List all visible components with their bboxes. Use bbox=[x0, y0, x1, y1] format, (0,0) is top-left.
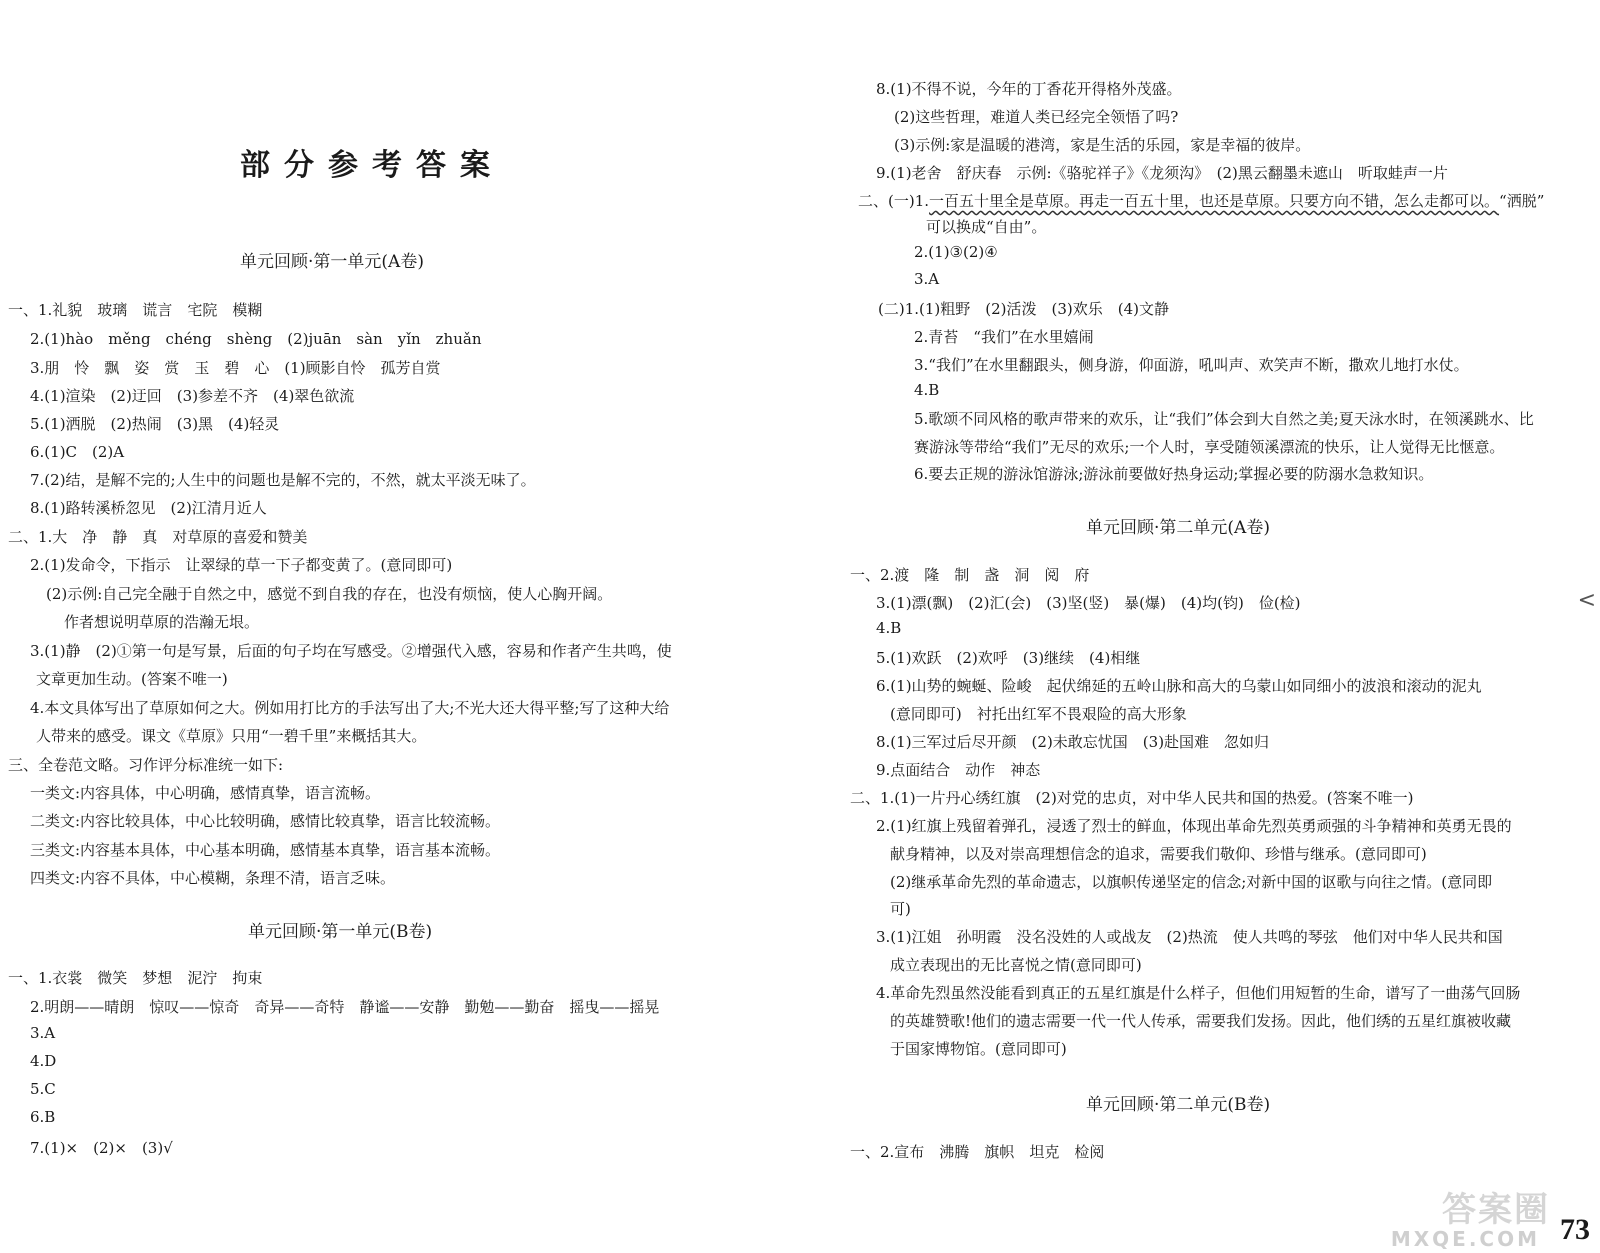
answer-line: 8.(1)路转溪桥忽见 (2)江清月近人 bbox=[30, 499, 267, 517]
watermark-logo: 答案圈 bbox=[1442, 1190, 1550, 1230]
answer-line: 二、1.(1)一片丹心绣红旗 (2)对党的忠贞，对中华人民共和国的热爱。(答案不唯一) bbox=[850, 789, 1414, 807]
answer-line: 一、2.渡 隆 制 盏 洞 阅 府 bbox=[850, 566, 1090, 584]
answer-line: 3.A bbox=[30, 1024, 56, 1042]
answer-line: 3.(1)江姐 孙明霞 没名没姓的人或战友 (2)热流 使人共鸣的琴弦 他们对中华人民共和国 bbox=[876, 928, 1503, 946]
wavy-underlined-text: 一百五十里全是草原。再走一百五十里，也还是草原。只要方向不错，怎么走都可以。 bbox=[929, 192, 1500, 210]
section-heading-unit1-a: 单元回顾·第一单元(A卷) bbox=[240, 252, 424, 272]
answer-line: 人带来的感受。课文《草原》只用“一碧千里”来概括其大。 bbox=[36, 727, 427, 745]
answer-line-wavy bbox=[858, 190, 1544, 211]
answer-line: (2)示例:自己完全融于自然之中，感觉不到自我的存在，也没有烦恼，使人心胸开阔。 bbox=[46, 585, 613, 603]
answer-line: 9.(1)老舍 舒庆春 示例:《骆驼祥子》《龙须沟》 (2)黑云翻墨未遮山 听取蛙声一片 bbox=[876, 164, 1448, 182]
answer-line: 3.朋 怜 飘 姿 赏 玉 碧 心 (1)顾影自怜 孤芳自赏 bbox=[30, 359, 441, 377]
answer-line: 4.(1)渲染 (2)迂回 (3)参差不齐 (4)翠色欲流 bbox=[30, 387, 355, 405]
answer-line: (意同即可) 衬托出红军不畏艰险的高大形象 bbox=[890, 705, 1187, 723]
answer-line: 6.(1)C (2)A bbox=[30, 443, 125, 461]
answer-line: 一类文:内容具体，中心明确，感情真挚，语言流畅。 bbox=[30, 784, 381, 802]
answer-line: 赛游泳等带给“我们”无尽的欢乐;一个人时，享受随领溪漂流的快乐，让人觉得无比惬意。 bbox=[914, 438, 1505, 456]
answer-line: 一、1.礼貌 玻璃 谎言 宅院 模糊 bbox=[8, 301, 263, 319]
answer-line: 9.点面结合 动作 神态 bbox=[876, 761, 1041, 779]
answer-line: 可) bbox=[890, 900, 911, 918]
answer-line: 三、全卷范文略。习作评分标准统一如下: bbox=[8, 756, 284, 774]
answer-line: 四类文:内容不具体，中心模糊，条理不清，语言乏味。 bbox=[30, 869, 396, 887]
answer-line: 成立表现出的无比喜悦之情(意同即可) bbox=[890, 956, 1142, 974]
answer-line: 2.(1)③(2)④ bbox=[914, 243, 998, 261]
answer-line: 2.青苔 “我们”在水里嬉闹 bbox=[914, 328, 1094, 346]
answer-line: (3)示例:家是温暖的港湾，家是生活的乐园，家是幸福的彼岸。 bbox=[894, 136, 1311, 154]
answer-line: 5.歌颂不同风格的歌声带来的欢乐，让“我们”体会到大自然之美;夏天泳水时，在领溪跳水、比 bbox=[914, 410, 1534, 428]
answer-line: 4.D bbox=[30, 1052, 57, 1070]
edge-mark: < bbox=[1577, 588, 1596, 613]
answer-line: 三类文:内容基本具体，中心基本明确，感情基本真挚，语言基本流畅。 bbox=[30, 841, 501, 859]
answer-line: 4.革命先烈虽然没能看到真正的五星红旗是什么样子，但他们用短暂的生命，谱写了一曲荡气回肠 bbox=[876, 984, 1521, 1002]
page-title: 部分参考答案 bbox=[240, 148, 504, 183]
page-number: 73 bbox=[1560, 1213, 1590, 1246]
answer-line: 2.(1)红旗上残留着弹孔，浸透了烈士的鲜血，体现出革命先烈英勇顽强的斗争精神和英勇无畏的 bbox=[876, 817, 1512, 835]
answer-line: (2)继承革命先烈的革命遗志，以旗帜传递坚定的信念;对新中国的讴歌与向往之情。(意同即 bbox=[890, 873, 1493, 891]
answer-line: (2)这些哲理，难道人类已经完全领悟了吗? bbox=[894, 108, 1179, 126]
answer-line: 4.B bbox=[876, 619, 902, 637]
answer-line: (二)1.(1)粗野 (2)活泼 (3)欢乐 (4)文静 bbox=[878, 300, 1170, 318]
answer-line: 于国家博物馆。(意同即可) bbox=[890, 1040, 1067, 1058]
section-heading-unit2-b: 单元回顾·第二单元(B卷) bbox=[1086, 1095, 1271, 1115]
answer-line: 3.(1)静 (2)①第一句是写景，后面的句子均在写感受。②增强代入感，容易和作者产生共鸣，使 bbox=[30, 642, 672, 660]
answer-line: 文章更加生动。(答案不唯一) bbox=[36, 670, 228, 688]
answer-line: 6.B bbox=[30, 1108, 56, 1126]
answer-line: 8.(1)三军过后尽开颜 (2)未敢忘忧国 (3)赴国难 忽如归 bbox=[876, 733, 1270, 751]
answer-line: 5.C bbox=[30, 1080, 56, 1098]
answer-line: 作者想说明草原的浩瀚无垠。 bbox=[64, 613, 260, 631]
answer-line: 8.(1)不得不说，今年的丁香花开得格外茂盛。 bbox=[876, 80, 1182, 98]
answer-line: 7.(2)结，是解不完的;人生中的问题也是解不完的，不然，就太平淡无味了。 bbox=[30, 471, 536, 489]
section-heading-unit2-a: 单元回顾·第二单元(A卷) bbox=[1086, 518, 1270, 538]
answer-line: 3.A bbox=[914, 270, 940, 288]
answer-line: 2.(1)发命令，下指示 让翠绿的草一下子都变黄了。(意同即可) bbox=[30, 556, 453, 574]
section-heading-unit1-b: 单元回顾·第一单元(B卷) bbox=[248, 922, 433, 942]
answer-line: 6.要去正规的游泳馆游泳;游泳前要做好热身运动;掌握必要的防溺水急救知识。 bbox=[914, 465, 1434, 483]
answer-line: 献身精神，以及对崇高理想信念的追求，需要我们敬仰、珍惜与继承。(意同即可) bbox=[890, 845, 1427, 863]
answer-prefix: 二、(一)1. bbox=[858, 192, 930, 210]
answer-line: 5.(1)欢跃 (2)欢呼 (3)继续 (4)相继 bbox=[876, 649, 1141, 667]
watermark-url: MXQE.COM bbox=[1390, 1227, 1540, 1251]
answer-suffix: “洒脱” bbox=[1499, 192, 1545, 210]
answer-line: 6.(1)山势的蜿蜒、险峻 起伏绵延的五岭山脉和高大的乌蒙山如同细小的波浪和滚动的泥丸 bbox=[876, 677, 1482, 695]
answer-line: 2.明朗——晴朗 惊叹——惊奇 奇异——奇特 静谧——安静 勤勉——勤奋 摇曳——摇晃 bbox=[30, 998, 660, 1016]
answer-line: 5.(1)洒脱 (2)热闹 (3)黑 (4)轻灵 bbox=[30, 415, 280, 433]
answer-line: 7.(1)× (2)× (3)√ bbox=[30, 1139, 173, 1157]
answer-line: 一、2.宣布 沸腾 旗帜 坦克 检阅 bbox=[850, 1143, 1105, 1161]
answer-line: 2.(1)hào měng chéng shèng (2)juān sàn yǐn zhuǎn bbox=[30, 330, 482, 348]
answer-line: 3.(1)漂(飘) (2)汇(会) (3)坚(竖) 暴(爆) (4)均(钧) 俭(检) bbox=[876, 594, 1301, 612]
answer-line: 二、1.大 净 静 真 对草原的喜爱和赞美 bbox=[8, 528, 308, 546]
answer-line: 4.本文具体写出了草原如何之大。例如用打比方的手法写出了大;不光大还大得平整;写了这种大给 bbox=[30, 699, 670, 717]
answer-line: 4.B bbox=[914, 381, 940, 399]
answer-line: 3.“我们”在水里翻跟头，侧身游，仰面游，吼叫声、欢笑声不断，撒欢儿地打水仗。 bbox=[914, 356, 1469, 374]
answer-line: 的英雄赞歌!他们的遗志需要一代一代人传承，需要我们发扬。因此，他们绣的五星红旗被收藏 bbox=[890, 1012, 1512, 1030]
answer-line: 可以换成“自由”。 bbox=[926, 218, 1047, 236]
answer-line: 二类文:内容比较具体，中心比较明确，感情比较真挚，语言比较流畅。 bbox=[30, 812, 501, 830]
answer-line: 一、1.衣裳 微笑 梦想 泥泞 拘束 bbox=[8, 969, 263, 987]
